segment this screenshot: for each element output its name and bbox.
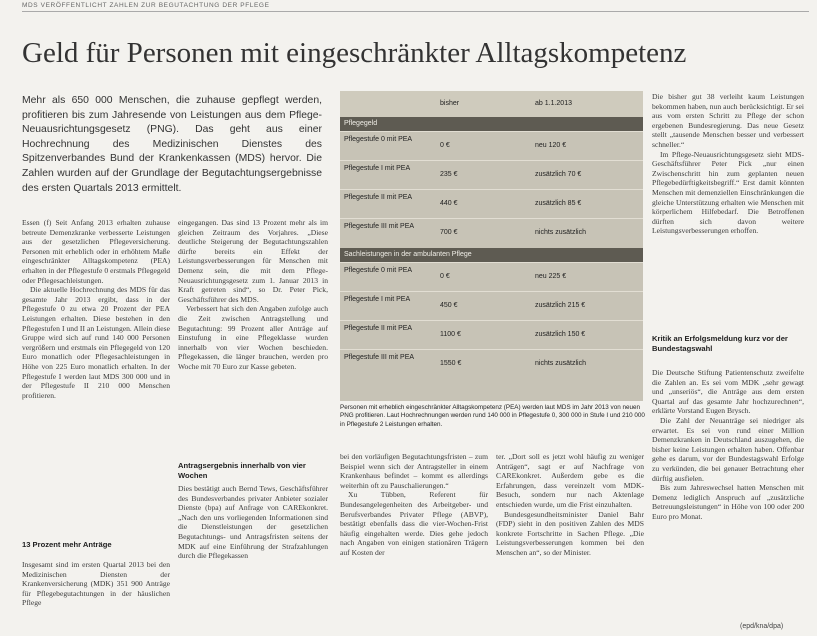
table-row <box>340 131 643 161</box>
col1-paragraph-2: Die aktuelle Hochrechnung des MDS für das gesamte Jahr 2013 ergibt, dass in der Pflegestufe 0 zu etwa 20 Prozent der PEA Leistungen erhalten. Diese bestehen in den Pflegestufen I und II an Leistungen. Allein diese Gruppe wird sich auf rund 140 000 Personen vergrößern und erstmals ein Pflegegeld von 120 Euro monatlich oder Pflegesachleistungen in Höhe von 225 Euro monatlich erhalten. In der Pflegestufe I werden laut MDS 300 000 und in der Pflegestufe II 210 000 Menschen profitieren. <box>22 285 170 400</box>
col1-subheading: 13 Prozent mehr Anträge <box>22 540 112 549</box>
table-group-sachleistungen <box>340 248 643 262</box>
col2-paragraph-3: Dies bestätigt auch Bernd Tews, Geschäftsführer des Bundesverbandes privater Anbieter sozialer Dienste (bpa) auf Anfrage von CAREkonkret. „Nach den uns vorliegenden Informationen sind die Dienstleistungen der gesetzlichen Begutachtungs- und Antragsfristen seitens der MDK auf eine Einführung der Strafzahlungen durch die Pflegekassen <box>178 484 328 561</box>
row-old-value: 700 € <box>440 229 458 236</box>
column-4 <box>496 452 644 632</box>
row-old-value: 0 € <box>440 142 450 149</box>
row-label: Pflegestufe 0 mit PEA <box>344 136 413 143</box>
row-new-value: nichts zusätzlich <box>535 360 586 367</box>
table-header <box>340 91 643 117</box>
col5-paragraph-4: Die Zahl der Neuanträge sei niedriger als erwartet. Es sei von rund einer Million Demenzkranken in Deutschland auszugehen, die bisher keine Leistungen erhalten haben. Offenbar gehe es darum, vor der Bundestagswahl Erfolge zu verkünden, die bei genauer Betrachtung eher dürftig ausfielen. <box>652 415 804 483</box>
group-title: Pflegegeld <box>344 120 378 127</box>
table-group-pflegegeld <box>340 117 643 131</box>
col3-paragraph-2: Xu Tübben, Referent für Bundesangelegenheiten des Arbeitgeber- und Berufsverbandes Privater Pflege (ABVP), bestätigt ebenfalls dass die vier-Wochen-Frist häufig eingehalten werde. Dies gehe jedoch nach Angaben von einigen stationären Trägern auf Kosten der <box>340 490 488 557</box>
col1-paragraph-1: Essen (f) Seit Anfang 2013 erhalten zuhause betreute Demenzkranke verbesserte Leistungen aus der gesetzlichen Pflegeversicherung. Personen mit erheblich oder in erhöhtem Maße eingeschränkter Alltagskompetenz (PEA) erhalten in der Pflegestufe 0 erstmals Pflegegeld oder Pflegesachleistungen. <box>22 218 170 285</box>
row-old-value: 0 € <box>440 273 450 280</box>
column-2-bottom <box>178 484 328 632</box>
column-5 <box>652 92 804 328</box>
row-new-value: zusätzlich 85 € <box>535 200 582 207</box>
table-row <box>340 262 643 292</box>
row-new-value: neu 120 € <box>535 142 567 149</box>
row-label: Pflegestufe II mit PEA <box>344 325 413 332</box>
row-label: Pflegestufe III mit PEA <box>344 223 415 230</box>
col5-paragraph-1: Die bisher gut 38 verleiht kaum Leistungen bekommen haben, nun auch berücksichtigt. Er sei aus vom ersten Schritt zu Pflege der schon ergebenen Bundesregierung. Das neue Gesetz stellt „tausende Menschen besser und verbessert schneller.“ <box>652 92 804 149</box>
row-new-value: nichts zusätzlich <box>535 229 586 236</box>
row-old-value: 235 € <box>440 171 458 178</box>
table-header-old: bisher <box>440 100 460 107</box>
header-rule <box>22 11 809 12</box>
row-label: Pflegestufe 0 mit PEA <box>344 267 413 274</box>
row-label: Pflegestufe II mit PEA <box>344 194 413 201</box>
table-row <box>340 189 643 219</box>
table-row <box>340 291 643 321</box>
column-1 <box>22 218 170 536</box>
row-new-value: zusätzlich 215 € <box>535 302 586 309</box>
col2-subheading: Antragsergebnis innerhalb von vier Wochen <box>178 461 306 480</box>
column-5-bottom <box>652 368 804 620</box>
col4-paragraph-2: Bundesgesundheitsminister Daniel Bahr (FDP) sieht in den positiven Zahlen des MDS konkrete Fortschritte in Sachen Pflege. „Die Leistungsverbesserungen kommen bei den Menschen an“, so der Minister. <box>496 509 644 557</box>
row-label: Pflegestufe III mit PEA <box>344 354 415 361</box>
table-header-new: ab 1.1.2013 <box>535 100 572 107</box>
row-label: Pflegestufe I mit PEA <box>344 296 411 303</box>
col5-paragraph-3: Die Deutsche Stiftung Patientenschutz zweifelte die Zahlen an. Es sei vom MDK „sehr gewagt und „unseriös“, die Anträge aus dem ersten Quartal auf das gesamte Jahr hochzurechnen“, erklärte Vorstand Eugen Brysch. <box>652 368 804 416</box>
headline: Geld für Personen mit eingeschränkter Alltagskompetenz <box>22 37 687 69</box>
col2-paragraph-1: eingegangen. Das sind 13 Prozent mehr als im gleichen Zeitraum des Vorjahres. „Diese deutliche Steigerung der Begutachtungszahlen dürfte bereits ein Effekt der Leistungsverbesserungen für Menschen mit Demenz sein, die mit dem Pflege-Neuausrichtungsgesetz zum 1. Januar 2013 in Kraft getreten sind“, so Dr. Peter Pick, Geschäftsführer des MDS. <box>178 218 328 304</box>
kicker: MDS VERÖFFENTLICHT ZAHLEN ZUR BEGUTACHTUNG DER PFLEGE <box>22 2 270 9</box>
author-signature: (epd/kna/dpa) <box>740 623 784 630</box>
column-3 <box>340 452 488 632</box>
col5-subheading: Kritik an Erfolgsmeldung kurz vor der Bundestagswahl <box>652 334 788 353</box>
table-row <box>340 218 643 248</box>
row-old-value: 440 € <box>440 200 458 207</box>
row-new-value: neu 225 € <box>535 273 567 280</box>
col5-paragraph-5: Bis zum Jahreswechsel hatten Menschen mit Demenz lediglich Anspruch auf „zusätzliche Betreuungsleistungen“ in Höhe von 100 oder 200 Euro pro Monat. <box>652 483 804 521</box>
col1-paragraph-3: Insgesamt sind im ersten Quartal 2013 bei den Medizinischen Diensten der Krankenversicherung (MDK) 351 900 Anträge für Pflegebegutachtungen in der häuslichen Pflege <box>22 560 170 608</box>
table-row <box>340 349 643 379</box>
col2-paragraph-2: Verbessert hat sich den Angaben zufolge auch die Zeit zwischen Antragstellung und Begutachtung: 99 Prozent aller Anträge auf Einstufung in eine Pflegeklasse wurden innerhalb von vier Wochen beschieden. Pflegekassen, die länger brauchen, werden pro Woche mit 70 Euro zur Kasse gebeten. <box>178 304 328 371</box>
col4-paragraph-1: ter. „Dort soll es jetzt wohl häufig zu weniger Anträgen“, sagt er auf Nachfrage von CAREkonkret. Außerdem gebe es die Erfahrungen, dass vereinzelt vom MDK-Besuch, sondern nur nach Aktenlage entschieden wurde, um die Frist einzuhalten. <box>496 452 644 509</box>
column-2 <box>178 218 328 450</box>
table-row <box>340 160 643 190</box>
table-caption: Personen mit erheblich eingeschränkter Alltagskompetenz (PEA) werden laut MDS im Jahr 2013 von neuen PNG profitieren. Laut Hochrechnungen werden rund 140 000 in Pflegestufe 0, 300 000 in Stufe I und 210 000 in Pflegestufe 2 Leistungen erhalten. <box>340 404 645 428</box>
group-title: Sachleistungen in der ambulanten Pflege <box>344 251 472 258</box>
column-1-bottom <box>22 560 170 632</box>
row-new-value: zusätzlich 150 € <box>535 331 586 338</box>
lead-paragraph: Mehr als 650 000 Menschen, die zuhause gepflegt werden, profitieren bis zum Jahresende von Leistungen aus dem Pflege-Neuausrichtungsgesetz (PNG). Das geht aus einer Hochrechnung des Medizinischen Dienstes des Spitzenverbandes Bund der Krankenkassen (MDS) hervor. Die Zahlen wurden auf der Grundlage der Begutachtungsergebnisse des ersten Quartals 2013 ermittelt. <box>22 95 322 194</box>
row-label: Pflegestufe I mit PEA <box>344 165 411 172</box>
table-row <box>340 320 643 350</box>
row-new-value: zusätzlich 70 € <box>535 171 582 178</box>
row-old-value: 1100 € <box>440 331 461 338</box>
benefits-table <box>340 91 643 401</box>
row-old-value: 450 € <box>440 302 458 309</box>
row-old-value: 1550 € <box>440 360 462 367</box>
col5-paragraph-2: Im Pflege-Neuausrichtungsgesetz sieht MDS-Geschäftsführer Peter Pick „nur einen Zwischenschritt hin zum geplanten neuen Pflegebedürftigkeitsbegriff.“ Erst damit könnten Menschen mit demenziellen Einschränkungen die gleiche Unterstützung erhalten wie Menschen mit körperlichem Hilfebedarf. Die Betroffenen dürften sich davon weitere Leistungsverbesserungen erhoffen. <box>652 149 804 236</box>
col3-paragraph-1: bei den vorläufigen Begutachtungsfristen – zum Beispiel wenn sich der Antragsteller in einem Krankenhaus befindet – kommt es allerdings weiterhin oft zu Pauschalierungen.“ <box>340 452 488 490</box>
